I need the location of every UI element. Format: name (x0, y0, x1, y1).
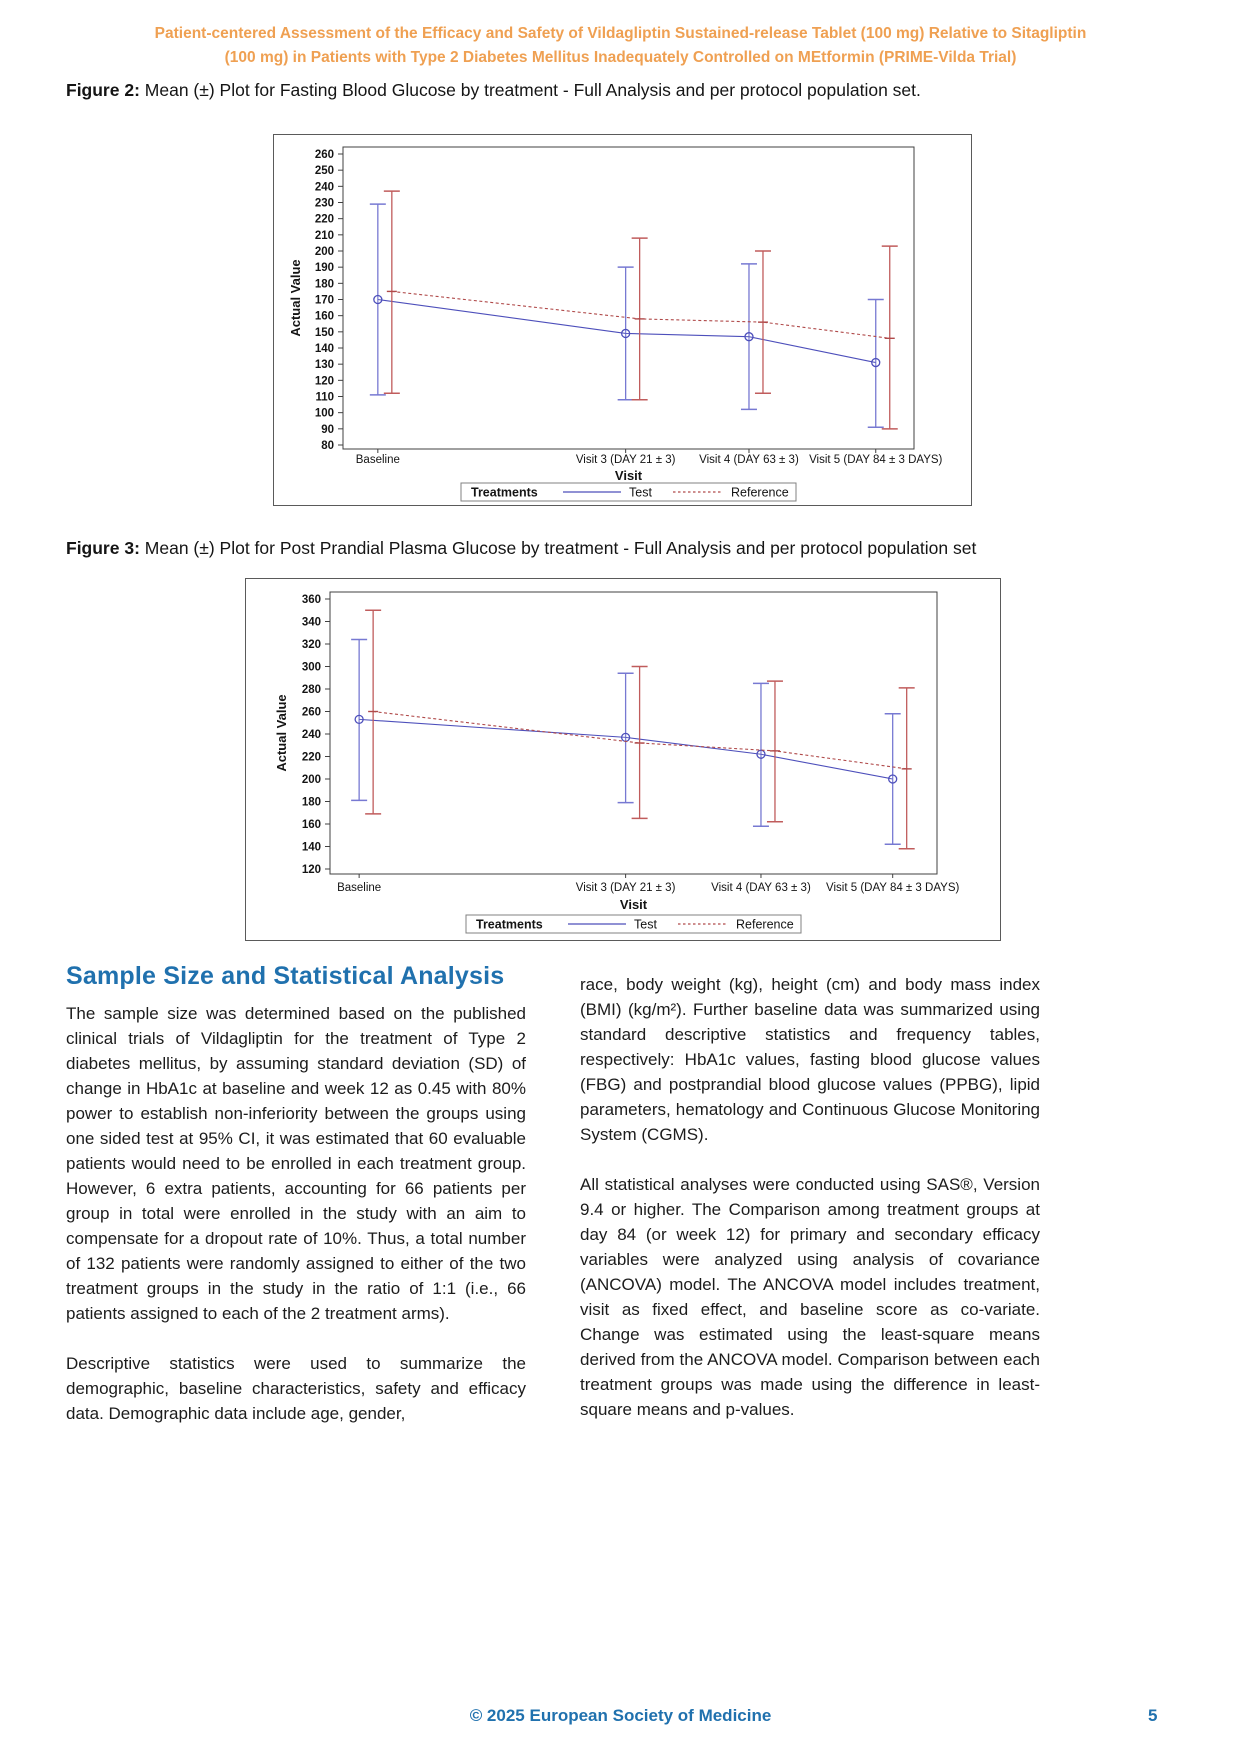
svg-text:280: 280 (301, 684, 321, 696)
paragraph: The sample size was determined based on the published clinical trials of Vildagliptin for the treatment of Type 2 diabetes mellitus, by assuming standard deviation (SD) of change in HbA1c at baseline and week 12 as 0.45 with 80% power to establish non-inferiority between the groups using one sided test at 95% CI, it was estimated that 60 evaluable patients would need to be enrolled in each treatment group. However, 6 extra patients, accounting for 66 patients per group in total were enrolled in the study with an aim to compensate for a dropout rate of 10%. Thus, a total number of 132 patients were randomly assigned to either of the two treatment groups in the study in the ratio of 1:1 (i.e., 66 patients assigned to each of the 2 treatment arms). (66, 1004, 526, 1323)
svg-text:120: 120 (301, 864, 321, 876)
figure2-caption-label: Figure 2: (66, 80, 140, 100)
svg-text:150: 150 (314, 326, 334, 339)
svg-text:Test: Test (634, 917, 657, 932)
figure3-plot (246, 579, 1000, 940)
svg-text:Visit 4 (DAY 63 ± 3): Visit 4 (DAY 63 ± 3) (699, 454, 799, 466)
svg-text:190: 190 (314, 262, 334, 275)
svg-text:170: 170 (314, 294, 334, 307)
svg-text:Test: Test (629, 485, 652, 500)
paper-title (40, 22, 1201, 70)
svg-text:260: 260 (301, 706, 321, 719)
svg-text:180: 180 (314, 278, 334, 291)
body-column-left (66, 1001, 526, 1451)
svg-text:Actual Value: Actual Value (288, 259, 303, 337)
paragraph: All statistical analyses were conducted using SAS®, Version 9.4 or higher. The Comparison among treatment groups at day 84 (or week 12) for primary and secondary efficacy variables were analyzed using analysis of covariance (ANCOVA) model. The ANCOVA model includes treatment, visit as fixed effect, and baseline score as co-variate. Change was estimated using the least-square means derived from the ANCOVA model. Comparison between each treatment groups was made using the difference in least-square means and p-values. (580, 1175, 1040, 1419)
svg-text:140: 140 (314, 343, 334, 355)
svg-text:240: 240 (314, 181, 334, 194)
svg-text:340: 340 (301, 616, 321, 629)
svg-text:180: 180 (301, 796, 321, 809)
svg-text:Visit: Visit (614, 468, 643, 483)
paragraph: Descriptive statistics were used to summarize the demographic, baseline characteristics, safety and efficacy data. Demographic data include age, gender, (66, 1354, 526, 1423)
paper-title-line1: Patient-centered Assessment of the Efficacy and Safety of Vildagliptin Sustained-release Tablet (100 mg) Relative to Sitagliptin (154, 25, 1087, 42)
svg-text:Reference: Reference (736, 917, 794, 932)
svg-text:Actual Value: Actual Value (274, 694, 289, 772)
svg-text:90: 90 (321, 423, 334, 436)
svg-text:110: 110 (315, 391, 334, 404)
svg-text:Visit 5 (DAY 84 ± 3 DAYS): Visit 5 (DAY 84 ± 3 DAYS) (826, 882, 960, 894)
figure3-caption (66, 538, 1181, 559)
svg-text:160: 160 (301, 819, 321, 831)
footer-copyright: © 2025 European Society of Medicine (469, 1706, 772, 1725)
svg-text:250: 250 (314, 165, 334, 178)
figure2-caption-text: Mean (±) Plot for Fasting Blood Glucose by treatment - Full Analysis and per protocol population set. (144, 80, 921, 100)
svg-text:Visit 5 (DAY 84 ± 3 DAYS): Visit 5 (DAY 84 ± 3 DAYS) (809, 454, 943, 466)
svg-text:360: 360 (301, 594, 321, 606)
svg-text:100: 100 (314, 407, 334, 420)
svg-text:80: 80 (321, 440, 334, 452)
svg-text:Visit 4 (DAY 63 ± 3): Visit 4 (DAY 63 ± 3) (711, 882, 811, 894)
svg-text:230: 230 (314, 197, 334, 210)
svg-text:120: 120 (314, 375, 334, 388)
svg-text:200: 200 (314, 246, 334, 258)
paragraph: race, body weight (kg), height (cm) and body mass index (BMI) (kg/m²). Further baseline data was summarized using standard descriptive statistics and frequency tables, respectively: HbA1c values, fasting blood glucose values (FBG) and postprandial blood glucose values (PPBG), lipid parameters, hematology and Continuous Glucose Monitoring System (CGMS). (580, 975, 1040, 1144)
figure3-chart (245, 578, 1001, 941)
figure3-caption-label: Figure 3: (66, 538, 140, 558)
figure3-caption-text: Mean (±) Plot for Post Prandial Plasma Glucose by treatment - Full Analysis and per protocol population set (144, 538, 977, 558)
svg-text:220: 220 (301, 751, 321, 764)
svg-text:300: 300 (301, 661, 321, 674)
svg-text:Visit: Visit (619, 897, 648, 912)
svg-text:220: 220 (314, 213, 334, 226)
svg-text:130: 130 (314, 359, 334, 372)
figure2-plot (274, 135, 971, 505)
svg-text:260: 260 (314, 149, 334, 161)
svg-text:160: 160 (314, 310, 334, 323)
svg-text:Treatments: Treatments (471, 485, 538, 500)
svg-text:Baseline: Baseline (355, 454, 400, 466)
section-heading: Sample Size and Statistical Analysis (66, 962, 505, 990)
paper-title-line2: (100 mg) in Patients with Type 2 Diabetes Mellitus Inadequately Controlled on MEtformin (PRIME-Vilda Trial) (224, 49, 1017, 66)
svg-text:Treatments: Treatments (476, 917, 543, 932)
svg-text:Visit 3 (DAY 21 ± 3): Visit 3 (DAY 21 ± 3) (575, 882, 676, 894)
svg-text:140: 140 (301, 841, 321, 854)
body-column-right (580, 972, 1040, 1447)
svg-text:Baseline: Baseline (337, 882, 382, 894)
svg-text:Reference: Reference (731, 485, 789, 500)
page-number: 5 (1148, 1706, 1158, 1725)
svg-text:Visit 3 (DAY 21 ± 3): Visit 3 (DAY 21 ± 3) (575, 454, 676, 466)
svg-text:210: 210 (314, 229, 334, 242)
svg-text:200: 200 (301, 774, 321, 786)
svg-text:320: 320 (301, 639, 321, 651)
figure2-chart (273, 134, 972, 506)
figure2-caption (66, 80, 1181, 101)
svg-text:240: 240 (301, 729, 321, 741)
